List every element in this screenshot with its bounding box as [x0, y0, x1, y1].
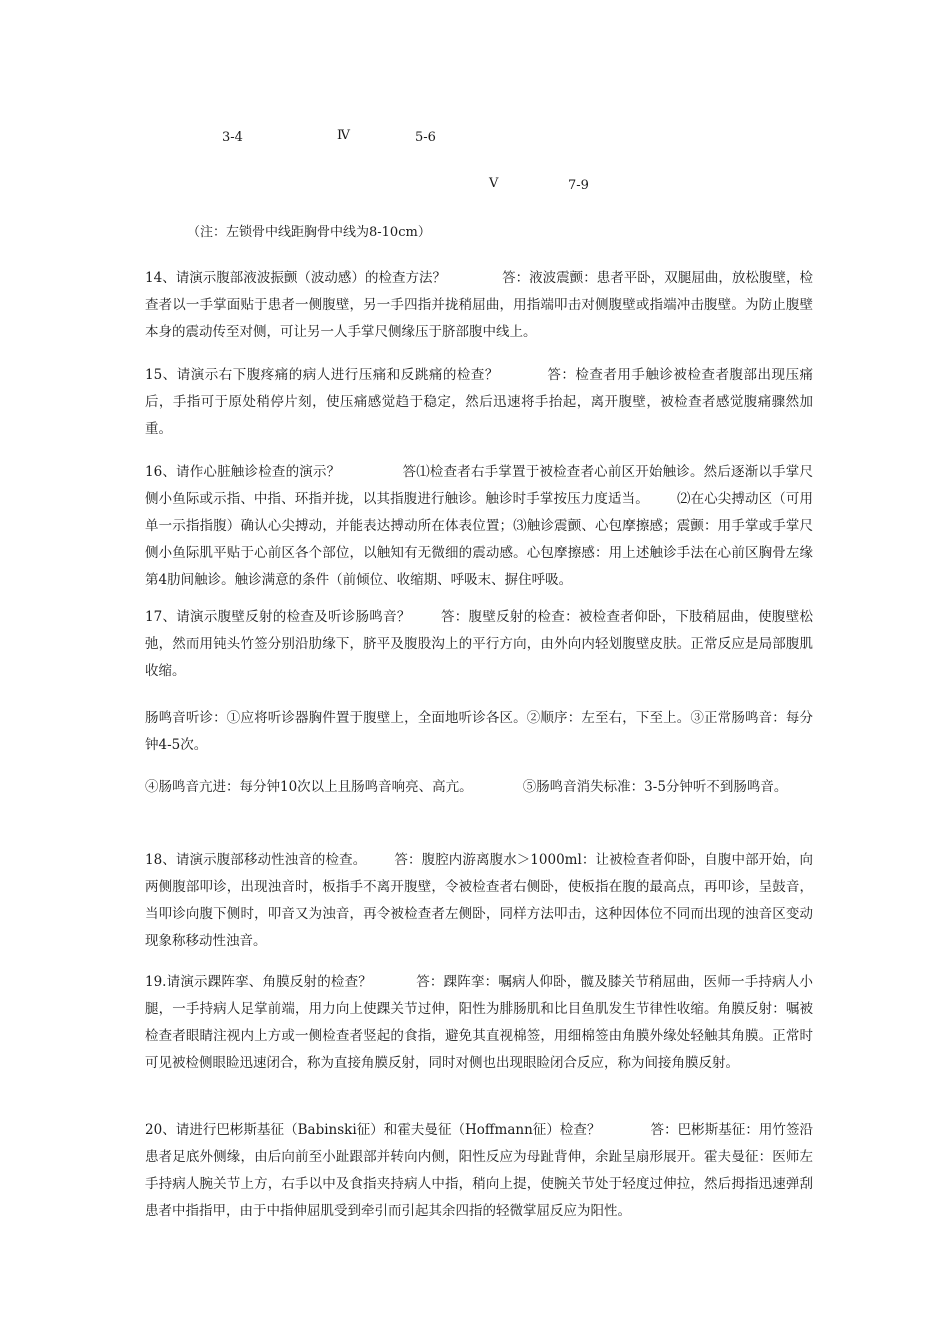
table-cell-rib-3-4: 3-4 [222, 130, 243, 145]
qa-14 [145, 265, 813, 346]
answer-17: 答：腹壁反射的检查：被检查者仰卧，下肢稍屈曲，使腹壁松弛，然而用钝头竹签分别沿肋缘下，脐平及腹股沟上的平行方向，由外向内轻划腹壁皮肤。正常反应是局部腹肌收缩。 [145, 609, 814, 679]
answer-20: 答：巴彬斯基征：用竹签沿患者足底外侧缘，由后向前至小趾跟部并转向内侧，阳性反应为母趾背伸，余趾呈扇形展开。霍夫曼征：医师左手持病人腕关节上方，右手以中及食指夹持病人中指，稍向上提，使腕关节处于轻度过伸拉，然后拇指迅速弹刮患者中指指甲，由于中指伸屈肌受到牵引而引起其余四指的轻微掌屈反应为阳性。 [145, 1122, 813, 1219]
qa-17 [145, 604, 813, 685]
question-17: 17、请演示腹壁反射的检查及听诊肠鸣音？ [145, 609, 411, 625]
qa-18 [145, 847, 813, 955]
question-16: 16、请作心脏触诊检查的演示？ [145, 464, 341, 480]
answer-16-part-2: ⑵在心尖搏动区（可用单一示指指腹）确认心尖搏动，并能表达搏动所在体表位置；⑶触诊震颤、心包摩擦感；震颤：用手掌或手掌尺侧小鱼际肌平贴于心前区各个部位，以触知有无微细的震动感。心包摩擦感：用上述触诊手法在心前区胸骨左缘第4肋间触诊。触诊满意的条件（前倾位、收缩期、呼吸末、摒住呼吸。 [145, 491, 814, 588]
question-18: 18、请演示腹部移动性浊音的检查。 [145, 852, 367, 868]
question-14: 14、请演示腹部液波振颤（波动感）的检查方法？ [145, 270, 447, 286]
table-cell-grade-iv: Ⅳ [337, 128, 350, 143]
qa-15 [145, 362, 813, 443]
answer-18: 答：腹腔内游离腹水＞1000ml：让被检查者仰卧，自腹中部开始，向两侧腹部叩诊，出现浊音时，板指手不离开腹壁，令被检查者右侧卧，使板指在腹的最高点，再叩诊，呈鼓音，当叩诊向腹下侧时，叩音又为浊音，再令被检查者左侧卧，同样方法叩击，这种因体位不同而出现的浊音区变动现象称移动性浊音。 [145, 852, 813, 949]
question-19: 19.请演示踝阵挛、角膜反射的检查？ [145, 974, 372, 990]
bowel-hyperactive: ④肠鸣音亢进：每分钟10次以上且肠鸣音响亮、高亢。 [145, 779, 473, 795]
qa-16 [145, 459, 813, 594]
qa-19 [145, 969, 813, 1077]
answer-15: 答：检查者用手触诊被检查者腹部出现压痛后，手指可于原处稍停片刻，使压痛感觉趋于稳定，然后迅速将手抬起，离开腹壁，被检查者感觉腹痛骤然加重。 [145, 367, 813, 437]
bowel-absent: ⑤肠鸣音消失标准：3-5分钟听不到肠鸣音。 [522, 779, 788, 795]
table-cell-grade-v: Ⅴ [489, 176, 499, 191]
answer-14: 答：液波震颤：患者平卧，双腿屈曲，放松腹壁，检查者以一手掌面贴于患者一侧腹壁，另一手四指并拢稍屈曲，用指端叩击对侧腹壁或指端冲击腹壁。为防止腹壁本身的震动传至对侧，可让另一人手掌尺侧缘压于脐部腹中线上。 [145, 270, 813, 340]
question-20: 20、请进行巴彬斯基征（Babinski征）和霍夫曼征（Hoffmann征）检查？ [145, 1122, 601, 1138]
answer-16: 答⑴检查者右手掌置于被检查者心前区开始触诊。然后逐渐以手掌尺侧小鱼际或示指、中指、环指并拢，以其指腹进行触诊。触诊时手掌按压力度适当。 [145, 464, 813, 507]
bowel-sounds-paragraph: 肠鸣音听诊：①应将听诊器胸件置于腹壁上，全面地听诊各区。②顺序：左至右，下至上。③正常肠鸣音：每分钟4-5次。 [145, 710, 813, 753]
bowel-sounds-criteria [145, 774, 813, 801]
answer-19: 答：踝阵挛：嘱病人仰卧，髋及膝关节稍屈曲，医师一手持病人小腿，一手持病人足掌前端，用力向上使踝关节过伸，阳性为腓肠肌和比目鱼肌发生节律性收缩。角膜反射：嘱被检查者眼睛注视内上方或一侧检查者竖起的食指，避免其直视棉签，用细棉签由角膜外缘处轻触其角膜。正常时可见被检侧眼睑迅速闭合，称为直接角膜反射，同时对侧也出现眼睑闭合反应，称为间接角膜反射。 [145, 974, 813, 1071]
table-cell-range-5-6: 5-6 [415, 130, 436, 145]
table-note: （注：左锁骨中线距胸骨中线为8-10cm） [187, 225, 431, 240]
question-15: 15、请演示右下腹疼痛的病人进行压痛和反跳痛的检查？ [145, 367, 499, 383]
qa-20 [145, 1117, 813, 1225]
table-cell-range-7-9: 7-9 [568, 178, 589, 193]
